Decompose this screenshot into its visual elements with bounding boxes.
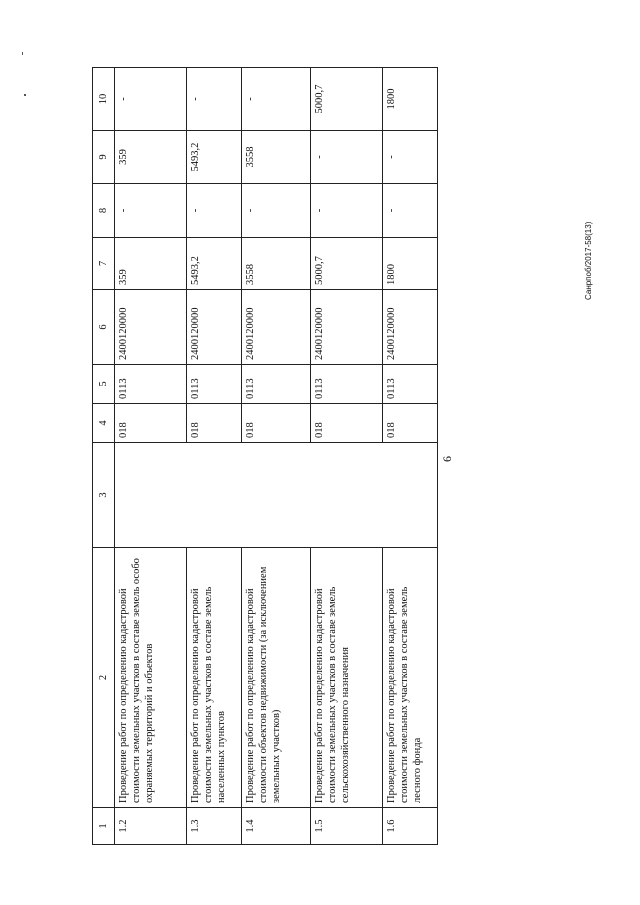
header-cell: 8 <box>93 184 115 238</box>
cell-c5: 0113 <box>311 365 382 404</box>
scan-speck <box>22 52 23 55</box>
cell-c8: - <box>186 184 241 238</box>
header-cell: 2 <box>93 548 115 808</box>
cell-c7: 5000,7 <box>311 238 382 290</box>
row-number: 1.6 <box>382 808 437 845</box>
cell-c7: 1800 <box>382 238 437 290</box>
header-cell: 5 <box>93 365 115 404</box>
cell-c10: - <box>241 68 310 131</box>
cell-c9: 359 <box>115 131 186 184</box>
cell-c5: 0113 <box>382 365 437 404</box>
row-number: 1.4 <box>241 808 310 845</box>
cell-c9: 5493,2 <box>186 131 241 184</box>
row-description: Проведение работ по определению кадастровой стоимости земельных участков в составе земель населенных пунктов <box>186 548 241 808</box>
cell-c9: - <box>382 131 437 184</box>
cell-c8: - <box>382 184 437 238</box>
row-number: 1.3 <box>186 808 241 845</box>
header-cell: 7 <box>93 238 115 290</box>
row-description: Проведение работ по определению кадастровой стоимости объектов недвижимости (за исключением земельных участков) <box>241 548 310 808</box>
cell-c6: 2400120000 <box>115 290 186 365</box>
cell-c4: 018 <box>311 404 382 443</box>
cell-c4: 018 <box>382 404 437 443</box>
header-cell: 4 <box>93 404 115 443</box>
header-cell: 6 <box>93 290 115 365</box>
cell-c9: 3558 <box>241 131 310 184</box>
header-cell: 3 <box>93 443 115 548</box>
cell-c8: - <box>115 184 186 238</box>
header-cell: 9 <box>93 131 115 184</box>
cell-c10: - <box>186 68 241 131</box>
header-cell: 10 <box>93 68 115 131</box>
page-number: 6 <box>440 456 454 462</box>
row-description: Проведение работ по определению кадастровой стоимости земельных участков в составе земель особо охраняемых территорий и объектов <box>115 548 186 808</box>
budget-table <box>92 68 438 845</box>
cell-c6: 2400120000 <box>382 290 437 365</box>
cell-c4: 018 <box>241 404 310 443</box>
cell-c10: 5000,7 <box>311 68 382 131</box>
row-number: 1.2 <box>115 808 186 845</box>
cell-c8: - <box>241 184 310 238</box>
cell-c5: 0113 <box>186 365 241 404</box>
table-row <box>115 68 186 845</box>
row-description: Проведение работ по определению кадастровой стоимости земельных участков в составе земель сельскохозяйственного назначения <box>311 548 382 808</box>
cell-c5: 0113 <box>241 365 310 404</box>
footer-code: Санрпоб/2017-58(13) <box>584 221 593 300</box>
row-description: Проведение работ по определению кадастровой стоимости земельных участков в составе земель лесного фонда <box>382 548 437 808</box>
row-number: 1.5 <box>311 808 382 845</box>
merged-empty-cell <box>115 443 438 548</box>
cell-c4: 018 <box>186 404 241 443</box>
cell-c6: 2400120000 <box>241 290 310 365</box>
cell-c5: 0113 <box>115 365 186 404</box>
scan-speck <box>24 94 26 96</box>
cell-c6: 2400120000 <box>311 290 382 365</box>
cell-c8: - <box>311 184 382 238</box>
cell-c4: 018 <box>115 404 186 443</box>
table-header-row <box>93 68 115 845</box>
cell-c7: 5493,2 <box>186 238 241 290</box>
cell-c7: 3558 <box>241 238 310 290</box>
cell-c10: - <box>115 68 186 131</box>
cell-c10: 1800 <box>382 68 437 131</box>
cell-c6: 2400120000 <box>186 290 241 365</box>
header-cell: 1 <box>93 808 115 845</box>
cell-c9: - <box>311 131 382 184</box>
cell-c7: 359 <box>115 238 186 290</box>
